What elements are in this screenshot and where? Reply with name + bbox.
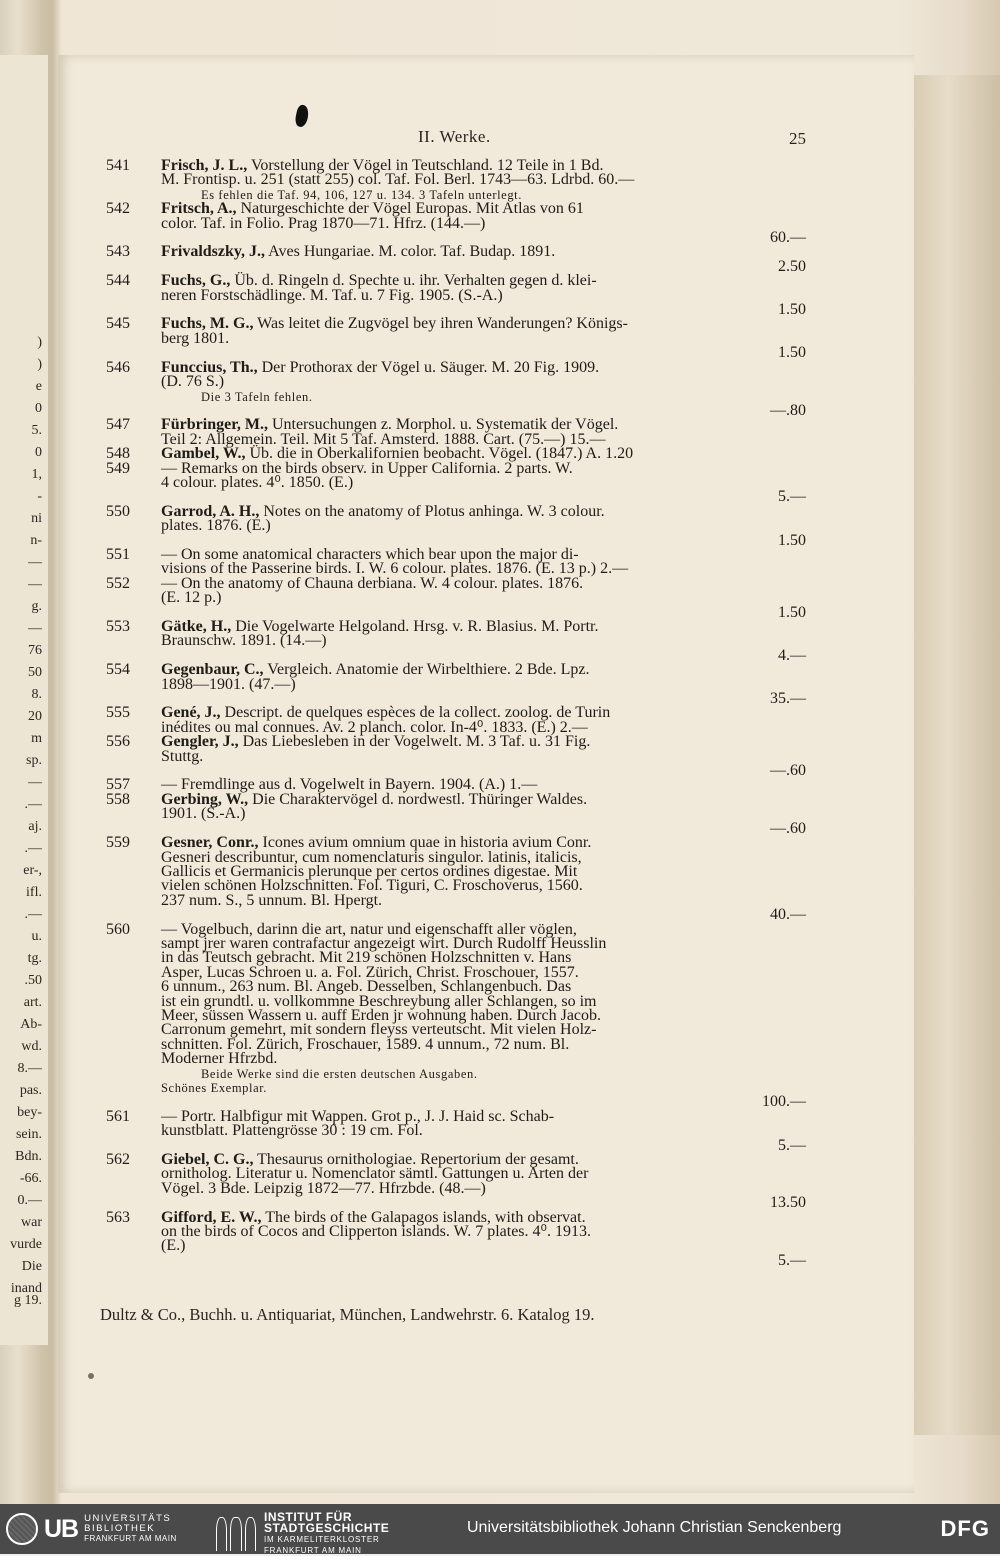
catalog-entry	[106, 620, 806, 663]
catalog-entry	[106, 574, 806, 621]
entry-text: plates. 1876. (E.)	[161, 517, 271, 535]
entry-author: Gätke, H.,	[161, 618, 232, 635]
entry-line	[161, 1124, 806, 1138]
seal-icon	[6, 1513, 38, 1545]
left-fragment: tg.	[27, 951, 42, 966]
entry-number: 547	[106, 416, 130, 434]
entry-text: — On the anatomy of Chauna derbiana. W. 4 colour. plates. 1876.	[161, 574, 584, 592]
entry-author: Gené, J.,	[161, 704, 221, 722]
entry-text: Vergleich. Anatomie der Wirbelthiere. 2 Bde. Lpz.	[267, 661, 590, 679]
dfg-logo[interactable]: DFG	[940, 1516, 990, 1541]
left-fragment: ifl.	[26, 885, 42, 900]
catalog-entry	[106, 202, 806, 245]
left-fragment: 50	[28, 665, 42, 680]
catalog-entry	[106, 274, 806, 317]
entry-number: 542	[106, 200, 130, 218]
entry-text: Asper, Lucas Schroen u. a. Fol. Zürich, Christ. Froschouer, 1557.	[161, 963, 579, 981]
entry-text: 1898—1901. (47.—)	[161, 675, 296, 693]
left-fragment: 0	[35, 445, 42, 460]
entry-text: 6 unnum., 263 num. Bl. Angeb. Desselben, Schlangenbuch. Das	[161, 978, 572, 996]
entry-price: 13.50	[770, 1194, 806, 1212]
entry-text: Vorstellung der Vögel in Teutschland. 12 Teile in 1 Bd.	[250, 157, 604, 174]
entry-line	[161, 473, 806, 491]
entry-price: 40.—	[770, 906, 806, 924]
left-fragment: —	[28, 577, 42, 592]
page-header	[58, 127, 914, 157]
entry-text: vielen schönen Holzschnitten. Fol. Tiguri, C. Froschoverus, 1560.	[161, 877, 583, 895]
left-fragment: n-	[30, 533, 42, 548]
entry-price: —.60	[770, 819, 806, 837]
entry-number: 548	[106, 445, 130, 463]
isg-logo-text: INSTITUT FÜR STADTGESCHICHTE IM KARMELITERKLOSTER FRANKFURT AM MAIN	[264, 1510, 390, 1555]
entry-line	[161, 891, 806, 909]
entry-text: Die Vogelwarte Helgoland. Hrsg. v. R. Blasius. M. Portr.	[235, 618, 599, 635]
entry-number: 543	[106, 243, 130, 261]
entry-price: 5.—	[778, 488, 806, 506]
left-fragment: u.	[31, 929, 42, 944]
entry-text: — Portr. Halbfigur mit Wappen. Grot p., J. J. Haid sc. Schab-	[161, 1107, 555, 1125]
entry-line	[161, 214, 806, 232]
entry-number: 557	[106, 776, 130, 794]
left-fragment: aj.	[28, 819, 42, 834]
entry-price: —.60	[770, 762, 806, 780]
entry-author: Fürbringer, M.,	[161, 416, 268, 434]
entry-text: schnitten. Fol. Zürich, Froschauer, 1589. 4 unnum., 72 num. Bl.	[161, 1035, 570, 1053]
left-fragment: 0.—	[17, 1193, 42, 1208]
entry-text: ist ein grundtl. u. vollkommne Beschreybung aller Schlangen, so im	[161, 992, 597, 1010]
left-fragment: wd.	[21, 1039, 42, 1054]
left-fragment: er-,	[23, 863, 42, 878]
entry-number: 541	[106, 157, 130, 174]
entry-text: (D. 76 S.)	[161, 373, 225, 391]
entry-text: The birds of the Galapagos islands, with observat.	[265, 1208, 586, 1226]
entry-text: visions of the Passerine birds. I. W. 6 colour. plates. 1876. (E. 13 p.) 2.—	[161, 560, 629, 578]
catalog-entry	[106, 663, 806, 706]
entry-line	[161, 675, 806, 693]
entry-text: 1901. (S.-A.)	[161, 805, 246, 823]
entry-line	[161, 1225, 806, 1239]
left-fragment: -	[37, 489, 42, 504]
entry-line	[161, 1179, 806, 1197]
entry-text: Braunschw. 1891. (14.—)	[161, 632, 327, 650]
entry-number: 550	[106, 502, 130, 520]
entry-author: Giebel, C. G.,	[161, 1151, 254, 1169]
entry-text: Üb. d. Ringeln d. Spechte u. ihr. Verhalten gegen d. klei-	[234, 272, 597, 290]
catalog-entry	[106, 418, 806, 447]
left-fragment: )	[37, 357, 42, 372]
catalog-entry	[106, 836, 806, 922]
catalog-entry	[106, 502, 806, 549]
entry-text: M. Frontisp. u. 251 (statt 255) col. Taf. Fol. Berl. 1743—63. Ldrbd. 60.—	[161, 171, 635, 189]
entry-note: Die 3 Tafeln fehlen.	[201, 389, 313, 404]
entry-text: Notes on the anatomy of Plotus anhinga. W. 3 colour.	[263, 502, 605, 520]
library-name[interactable]: Universitätsbibliothek Johann Christian Senckenberg	[467, 1519, 842, 1536]
entry-line	[161, 173, 806, 187]
entry-text: color. Taf. in Folio. Prag 1870—71. Hfrz. (144.—)	[161, 214, 486, 232]
entry-price: 4.—	[778, 646, 806, 664]
page-footer: Dultz & Co., Buchh. u. Antiquariat, München, Landwehrstr. 6. Katalog 19.	[100, 1305, 595, 1324]
entry-text: (E. 12 p.)	[161, 589, 222, 607]
entry-price: 1.50	[778, 344, 806, 362]
entry-text: neren Forstschädlinge. M. Taf. u. 7 Fig. 1905. (S.-A.)	[161, 286, 503, 304]
entry-number: 551	[106, 545, 130, 563]
entry-text: Untersuchungen z. Morphol. u. Systematik der Vögel.	[271, 416, 619, 434]
ink-blot	[294, 104, 310, 128]
left-fragment: vurde	[10, 1237, 42, 1252]
entry-author: Gegenbaur, C.,	[161, 661, 264, 679]
entry-text: 237 num. S., 5 unnum. Bl. Hpergt.	[161, 891, 383, 909]
entry-line	[161, 286, 806, 304]
catalog-entry	[106, 790, 806, 837]
entry-text: kunstblatt. Plattengrösse 30 : 19 cm. Fol.	[161, 1122, 423, 1140]
catalog-entries	[106, 159, 806, 1268]
entry-line	[161, 519, 806, 533]
entry-line	[161, 358, 806, 376]
entry-text: berg 1801.	[161, 329, 230, 347]
entry-text: Teil 2: Allgemein. Teil. Mit 5 Taf. Amsterd. 1888. Cart. (75.—) 15.—	[161, 430, 606, 448]
catalog-entry	[106, 735, 806, 778]
entry-text: Gallicis et Germanicis plerunque per certos ordines digestae. Mit	[161, 862, 578, 880]
left-fragment: 5.	[31, 423, 42, 438]
catalog-entry	[106, 1208, 806, 1269]
catalog-entry	[106, 1153, 806, 1211]
dust-speck	[88, 1373, 94, 1379]
left-fragment: Die	[21, 1259, 42, 1274]
entry-text: Was leitet die Zugvögel bey ihren Wanderungen? Königs-	[257, 315, 628, 333]
left-fragment: sein.	[15, 1127, 42, 1142]
catalog-page	[58, 55, 914, 1493]
catalog-entry	[106, 317, 806, 360]
left-fragment: 20	[28, 709, 42, 724]
entry-text: Gesneri describuntur, cum nomenclaturis singulor. latinis, italicis,	[161, 848, 582, 866]
entry-line	[161, 574, 806, 592]
catalog-entry	[106, 1107, 806, 1154]
entry-line	[161, 329, 806, 347]
left-fragment: .—	[24, 841, 42, 856]
entry-number: 553	[106, 618, 130, 635]
catalog-entry	[106, 459, 806, 506]
entry-line	[161, 634, 806, 648]
left-fragment: —	[28, 555, 42, 570]
left-fragment: ni	[31, 511, 42, 526]
entry-line	[161, 1052, 806, 1066]
page-edge	[914, 75, 1000, 1435]
entry-text: — Fremdlinge aus d. Vogelwelt in Bayern. 1904. (A.) 1.—	[161, 776, 538, 794]
entry-author: Garrod, A. H.,	[161, 502, 260, 520]
entry-number: 558	[106, 790, 130, 808]
entry-line	[161, 790, 806, 808]
entry-text: Meer, süssen Wassern u. auff Erden jr wohnung haben. Durch Jacob.	[161, 1006, 602, 1024]
entry-line	[161, 735, 806, 749]
entry-text: — On some anatomical characters which bear upon the major di-	[161, 545, 579, 563]
chapter-title: II. Werke.	[418, 127, 491, 146]
entry-note: Schönes Exemplar.	[161, 1081, 268, 1095]
entry-text: Moderner Hfrzbd.	[161, 1050, 278, 1068]
entry-text: Der Prothorax der Vögel u. Säuger. M. 20 Fig. 1909.	[261, 358, 600, 376]
pillars-icon	[216, 1517, 256, 1551]
entry-price: 5.—	[778, 1251, 806, 1269]
entry-price: 1.50	[778, 301, 806, 319]
entry-price: 5.—	[778, 1136, 806, 1154]
left-fragment: bey-	[17, 1105, 42, 1120]
entry-line	[161, 375, 806, 389]
entry-text: Das Liebesleben in der Vogelwelt. M. 3 Taf. u. 31 Fig.	[242, 733, 591, 751]
catalog-entry	[106, 159, 806, 202]
entry-text: on the birds of Cocos and Clipperton islands. W. 7 plates. 4⁰. 1913.	[161, 1223, 591, 1241]
left-fragment: m	[31, 731, 42, 746]
entry-author: Fritsch, A.,	[161, 200, 237, 218]
entry-price: 100.—	[762, 1093, 806, 1111]
left-fragment: Ab-	[20, 1017, 42, 1032]
entry-number: 559	[106, 834, 130, 852]
left-fragment: war	[21, 1215, 42, 1230]
entry-text: Descript. de quelques espèces de la collect. zoolog. de Turin	[224, 704, 611, 722]
entry-number: 562	[106, 1151, 130, 1169]
entry-line	[161, 317, 806, 331]
entry-text: — Vogelbuch, darinn die art, natur und eigenschafft aller vöglen,	[161, 920, 577, 938]
left-fragment: 76	[28, 643, 42, 658]
left-fragment: art.	[23, 995, 42, 1010]
entry-text: ornitholog. Literatur u. Nomenclator sämtl. Gattungen u. Arten der	[161, 1165, 589, 1183]
entry-text: Carronum gemehrt, mit sondern fleyss verteutscht. Mit vielen Holz-	[161, 1021, 597, 1039]
entry-number: 560	[106, 920, 130, 938]
left-page-fragment	[0, 55, 48, 1345]
entry-text: Aves Hungariae. M. color. Taf. Budap. 1891.	[268, 243, 556, 261]
entry-price: 60.—	[770, 229, 806, 247]
entry-price: 1.50	[778, 531, 806, 549]
entry-number: 552	[106, 574, 130, 592]
left-fragment: 8.—	[17, 1061, 42, 1076]
left-fragment: Bdn.	[15, 1149, 42, 1164]
entry-line	[161, 807, 806, 821]
left-fragment: sp.	[26, 753, 42, 768]
catalog-entry	[106, 920, 806, 1111]
entry-number: 549	[106, 459, 130, 477]
left-fragment: .50	[24, 973, 42, 988]
left-fragment: -66.	[19, 1171, 42, 1186]
left-fragment: pas.	[19, 1083, 42, 1098]
entry-text: Die Charaktervögel d. nordwestl. Thüringer Waldes.	[252, 790, 588, 808]
ub-logo[interactable]	[6, 1512, 177, 1546]
entry-number: 544	[106, 272, 130, 290]
entry-text: Naturgeschichte der Vögel Europas. Mit Atlas von 61	[240, 200, 584, 218]
entry-number: 561	[106, 1107, 130, 1125]
entry-text: (E.)	[161, 1237, 186, 1255]
entry-line	[161, 1239, 806, 1253]
left-fragment: inand	[10, 1281, 42, 1296]
entry-line	[161, 747, 806, 765]
left-fragment: 8.	[31, 687, 42, 702]
entry-note: Es fehlen die Taf. 94, 106, 127 u. 134. 3 Tafeln unterlegt.	[201, 187, 522, 202]
entry-author: Fuchs, G.,	[161, 272, 231, 290]
entry-note: Beide Werke sind die ersten deutschen Ausgaben.	[201, 1066, 478, 1081]
entry-author: Funccius, Th.,	[161, 358, 258, 376]
entry-price: 1.50	[778, 603, 806, 621]
entry-text: Stuttg.	[161, 747, 204, 765]
entry-text: inédites ou mal connues. Av. 2 planch. color. In-4⁰. 1833. (E.) 2.—	[161, 718, 588, 736]
catalog-entry	[106, 245, 806, 274]
entry-author: Gambel, W.,	[161, 445, 246, 463]
left-fragment: —	[28, 775, 42, 790]
entry-author: Gesner, Conr.,	[161, 834, 259, 852]
entry-text: in das Teutsch gebracht. Mit 219 schönen Holzschnitten v. Hans	[161, 949, 572, 967]
entry-number: 554	[106, 661, 130, 679]
entry-author: Frisch, J. L.,	[161, 157, 248, 174]
left-fragment: g 19.	[14, 1293, 42, 1308]
entry-text: 4 colour. plates. 4⁰. 1850. (E.)	[161, 473, 354, 491]
entry-text: Thesaurus ornithologiae. Repertorium der gesamt.	[257, 1151, 579, 1169]
entry-text: Vögel. 3 Bde. Leipzig 1872—77. Hfrzbde. (48.—)	[161, 1179, 486, 1197]
left-fragment: —	[28, 621, 42, 636]
page-number: 25	[789, 129, 806, 148]
entry-number: 546	[106, 358, 130, 376]
entry-line	[161, 591, 806, 605]
entry-author: Gerbing, W.,	[161, 790, 249, 808]
entry-price: 2.50	[778, 257, 806, 275]
entry-author: Gifford, E. W.,	[161, 1208, 262, 1226]
catalog-entry	[106, 545, 806, 578]
entry-number: 555	[106, 704, 130, 722]
viewer-footer-bar	[0, 1504, 1000, 1554]
entry-price: —.80	[770, 401, 806, 419]
left-fragment: e	[35, 379, 42, 394]
entry-author: Gengler, J.,	[161, 733, 239, 751]
entry-text: — Remarks on the birds observ. in Upper California. 2 parts. W.	[161, 459, 573, 477]
entry-price: 35.—	[770, 690, 806, 708]
left-fragment: 0	[35, 401, 42, 416]
entry-text: sampt jrer waren contrafactur angezeigt wirt. Durch Rudolff Heusslin	[161, 934, 607, 952]
left-fragment: .—	[24, 797, 42, 812]
isg-logo[interactable]	[216, 1512, 389, 1556]
left-fragment: )	[37, 335, 42, 350]
left-fragment: g.	[31, 599, 42, 614]
entry-text: Üb. die in Oberkalifornien beobacht. Vögel. (1847.) A. 1.20	[249, 445, 634, 463]
ub-logo-letters: UB	[44, 1514, 79, 1543]
catalog-entry	[106, 706, 806, 735]
entry-line	[161, 245, 806, 259]
entry-author: Fuchs, M. G.,	[161, 315, 254, 333]
entry-number: 545	[106, 315, 130, 333]
left-fragment: .—	[24, 907, 42, 922]
ub-logo-text: UNIVERSITÄTS BIBLIOTHEK FRANKFURT AM MAIN	[84, 1513, 177, 1543]
catalog-entry	[106, 358, 806, 419]
entry-author: Frivaldszky, J.,	[161, 243, 266, 261]
entry-number: 556	[106, 733, 130, 751]
entry-text: Icones avium omnium quae in historia avium Conr.	[262, 834, 592, 852]
left-fragment: 1,	[31, 467, 42, 482]
entry-number: 563	[106, 1208, 130, 1226]
